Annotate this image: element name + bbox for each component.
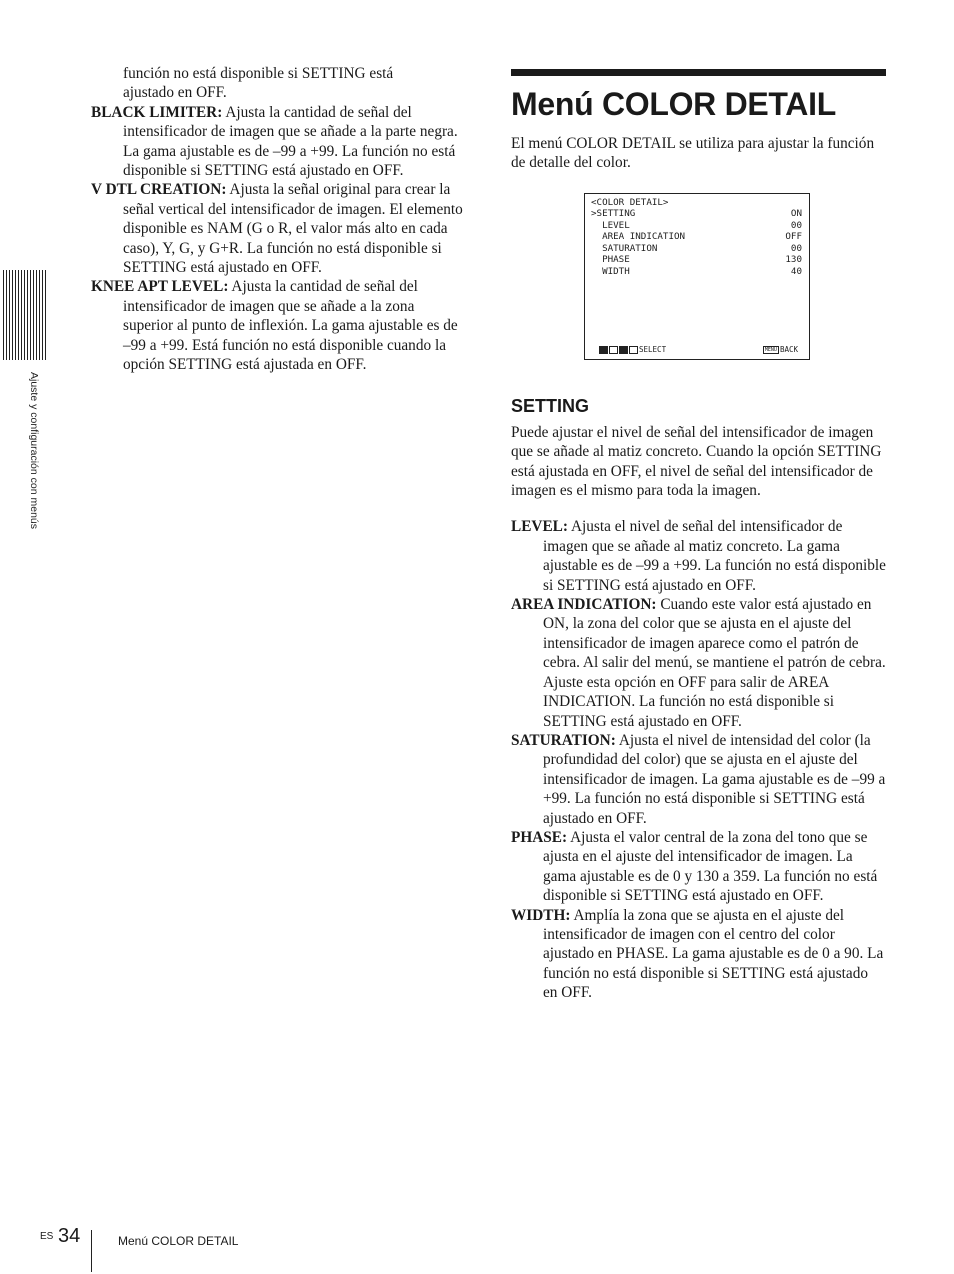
entry-text: Ajusta el nivel de intensidad del color (la profundidad del color) que se ajusta en el ajuste del intensificador de imagen. La gama ajustable es de –99 a +99. La función no está disponible si SETTING está ajustado en OFF. [543, 731, 886, 827]
title-rule [511, 69, 886, 76]
arrow-key-icon [609, 346, 618, 354]
menu-row-setting [591, 208, 802, 220]
continuation-line-2: ajustado en OFF. [123, 84, 227, 102]
menu-row-value: 00 [790, 242, 802, 254]
entry-term: BLACK LIMITER: [91, 103, 223, 121]
menu-key-icon: MENU [764, 347, 777, 354]
entry-black-limiter [91, 103, 465, 181]
entry-saturation [511, 731, 886, 828]
section-heading: SETTING [511, 395, 590, 416]
menu-footer-back-label: BACK [779, 345, 798, 355]
entry-width [511, 906, 886, 1003]
menu-row-area-indication [591, 231, 802, 243]
entry-v-dtl-creation [91, 180, 465, 277]
entry-text: Ajusta el nivel de señal del intensificador de imagen que se añade al matiz concreto. La gama ajustable es de –99 a +99. La función no está disponible si SETTING está ajustado en OFF. [543, 518, 886, 594]
entry-term: AREA INDICATION: [511, 596, 657, 614]
arrow-key-icon [629, 346, 638, 354]
entry-text: Ajusta la cantidad de señal del intensificador de imagen que se añade a la zona superior al punto de inflexión. La gama ajustable es de –99 a +99. Está función no está disponible cuando la opción SETTING está ajustada en OFF. [123, 278, 458, 374]
color-detail-menu-screen [584, 193, 810, 360]
footer-language-code: ES [40, 1231, 54, 1242]
menu-row-label: WIDTH [591, 266, 630, 277]
entry-term: LEVEL: [511, 518, 568, 536]
sidebar-section-label: Ajuste y configuración con menús [28, 372, 40, 530]
entry-knee-apt-level [91, 277, 465, 374]
thumb-index-marker [3, 270, 46, 360]
section-body: Puede ajustar el nivel de señal del intensificador de imagen que se añade al matiz concreto. Cuando la opción SETTING está ajustada en OFF, el nivel de señal del intensificador de imagen es el mismo para toda la imagen. [511, 423, 882, 500]
footer-divider [91, 1230, 92, 1272]
menu-row-width [591, 266, 802, 278]
menu-row-label: PHASE [591, 254, 630, 266]
entry-term: KNEE APT LEVEL: [91, 278, 229, 296]
entry-term: SATURATION: [511, 731, 616, 749]
footer-section-title: Menú COLOR DETAIL [118, 1234, 239, 1248]
entry-text: Amplía la zona que se ajusta en el ajuste del intensificador de imagen con el centro del color ajustado en PHASE. La gama ajustable es de 0 a 90. La función no está disponible si SETTING está ajustado en OFF. [543, 906, 884, 1002]
menu-row-label: >SETTING [591, 208, 636, 219]
menu-row-label: LEVEL [591, 219, 630, 231]
entry-text: Ajusta el valor central de la zona del tono que se ajusta en el ajuste del intensificador de imagen. La gama ajustable es de 0 y 130 a 359. La función no está disponible si SETTING está ajustado en OFF. [543, 828, 878, 905]
entry-term: V DTL CREATION: [91, 181, 227, 199]
entry-text: Ajusta la señal original para crear la señal vertical del intensificador de imagen. El elemento disponible es NAM (G o R, el valor más alto en cada caso), Y, G, y G+R. La función no está disponible si SETTING está ajustado en OFF. [123, 181, 463, 277]
arrow-key-icon [599, 346, 608, 354]
menu-row-phase [591, 254, 802, 266]
continuation-line-1: función no está disponible si SETTING está [123, 65, 394, 82]
entry-term: WIDTH: [511, 906, 571, 924]
menu-footer-back [763, 344, 798, 356]
entry-text: Cuando este valor está ajustado en ON, la zona del color que se ajusta en el ajuste del intensificador de imagen aparece como el patrón de cebra. Al salir del menú, se mantiene el patrón de cebra. Ajuste esta opción en OFF para salir de AREA INDICATION. La función no está disponible si SETTING está ajustado en OFF. [543, 596, 886, 730]
menu-row-value: 40 [790, 266, 802, 277]
menu-row-value: 00 [790, 219, 802, 231]
left-column [91, 64, 465, 375]
page-title: Menú COLOR DETAIL [511, 86, 836, 122]
entry-text: Ajusta la cantidad de señal del intensificador de imagen que se añade a la parte negra. La gama ajustable es de –99 a +99. La función no está disponible si SETTING está ajustado en OFF. [123, 103, 458, 180]
menu-row-value: 130 [785, 254, 802, 266]
menu-footer-select [599, 344, 666, 356]
entry-level [511, 517, 886, 595]
menu-row-value: ON [790, 208, 802, 219]
menu-screen-title: <COLOR DETAIL> [591, 197, 669, 208]
menu-row-label: AREA INDICATION [591, 231, 686, 243]
entry-term: PHASE: [511, 828, 568, 846]
entry-area-indication [511, 595, 886, 731]
menu-footer-select-label: SELECT [639, 345, 667, 355]
entry-phase [511, 828, 886, 906]
arrow-key-icon [619, 346, 628, 354]
footer-page-number: 34 [58, 1225, 81, 1247]
menu-row-label: SATURATION [591, 242, 658, 254]
menu-row-level [591, 220, 802, 232]
intro-paragraph: El menú COLOR DETAIL se utiliza para ajustar la función de detalle del color. [511, 135, 875, 172]
menu-row-saturation [591, 243, 802, 255]
menu-row-value: OFF [785, 231, 802, 243]
